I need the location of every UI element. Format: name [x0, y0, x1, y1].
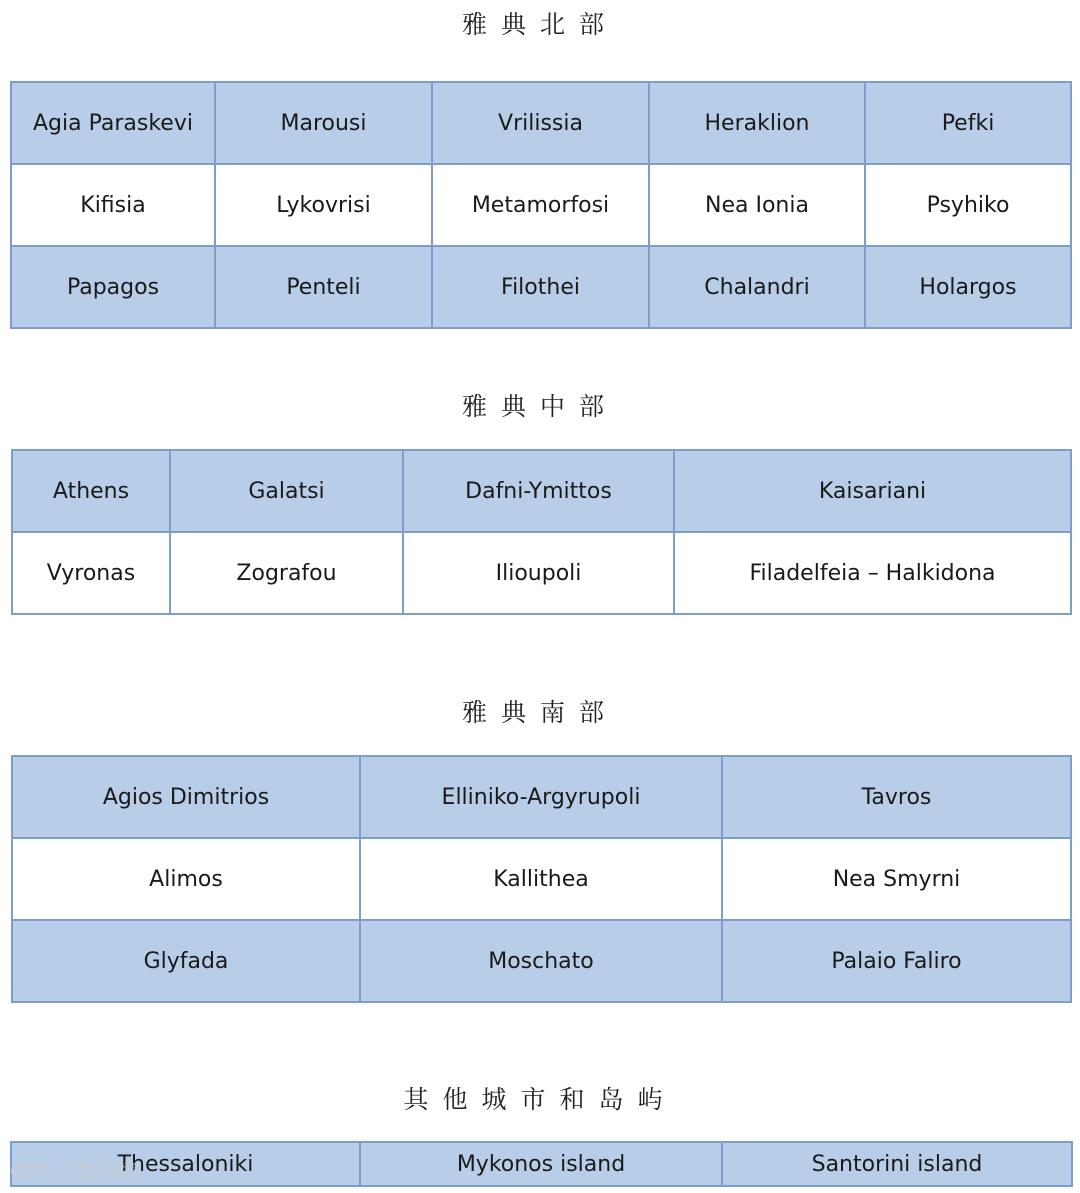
- section-title-central: 雅典中部: [461, 392, 618, 421]
- section-title-south: 雅典南部: [461, 698, 618, 727]
- area-cell: Kallithea: [360, 838, 722, 920]
- area-cell: Chalandri: [649, 246, 865, 328]
- area-cell: Vyronas: [12, 532, 170, 614]
- section-title-other: 其他城市和岛屿: [403, 1085, 677, 1114]
- area-cell: Dafni-Ymittos: [403, 450, 674, 532]
- watermark-text: 大数跨境: [54, 1160, 138, 1184]
- table-row: [11, 246, 1071, 328]
- area-cell: Ilioupoli: [403, 532, 674, 614]
- area-cell: Zografou: [170, 532, 403, 614]
- area-cell: Glyfada: [12, 920, 360, 1002]
- area-cell: Kaisariani: [674, 450, 1071, 532]
- area-cell: Filothei: [432, 246, 649, 328]
- table-row: [12, 532, 1071, 614]
- area-cell: Psyhiko: [865, 164, 1071, 246]
- area-cell: Nea Ionia: [649, 164, 865, 246]
- area-cell: Agia Paraskevi: [11, 82, 215, 164]
- other-areas-table: [10, 1141, 1073, 1187]
- area-cell: Athens: [12, 450, 170, 532]
- table-row: [12, 756, 1071, 838]
- area-cell: Galatsi: [170, 450, 403, 532]
- area-cell: Heraklion: [649, 82, 865, 164]
- area-cell: Thessaloniki: [11, 1142, 360, 1186]
- area-cell: Moschato: [360, 920, 722, 1002]
- area-cell: Mykonos island: [360, 1142, 722, 1186]
- area-cell: Penteli: [215, 246, 432, 328]
- area-cell: Pefki: [865, 82, 1071, 164]
- area-cell: Filadelfeia – Halkidona: [674, 532, 1071, 614]
- south-areas-table: [11, 755, 1072, 1003]
- central-areas-table: [11, 449, 1072, 615]
- area-cell: Agios Dimitrios: [12, 756, 360, 838]
- area-cell: Palaio Faliro: [722, 920, 1071, 1002]
- area-cell: Alimos: [12, 838, 360, 920]
- area-cell: Kifisia: [11, 164, 215, 246]
- area-cell: Marousi: [215, 82, 432, 164]
- table-row: [11, 1142, 1072, 1186]
- table-row: [12, 450, 1071, 532]
- table-row: [11, 164, 1071, 246]
- area-cell: Metamorfosi: [432, 164, 649, 246]
- area-cell: Vrilissia: [432, 82, 649, 164]
- area-cell: Lykovrisi: [215, 164, 432, 246]
- area-cell: Holargos: [865, 246, 1071, 328]
- table-row: [12, 838, 1071, 920]
- section-title-north: 雅典北部: [461, 10, 618, 39]
- area-cell: Elliniko-Argyrupoli: [360, 756, 722, 838]
- area-cell: Nea Smyrni: [722, 838, 1071, 920]
- table-row: [12, 920, 1071, 1002]
- area-cell: Santorini island: [722, 1142, 1072, 1186]
- area-cell: Tavros: [722, 756, 1071, 838]
- area-cell: Papagos: [11, 246, 215, 328]
- north-areas-table: [10, 81, 1072, 329]
- table-row: [11, 82, 1071, 164]
